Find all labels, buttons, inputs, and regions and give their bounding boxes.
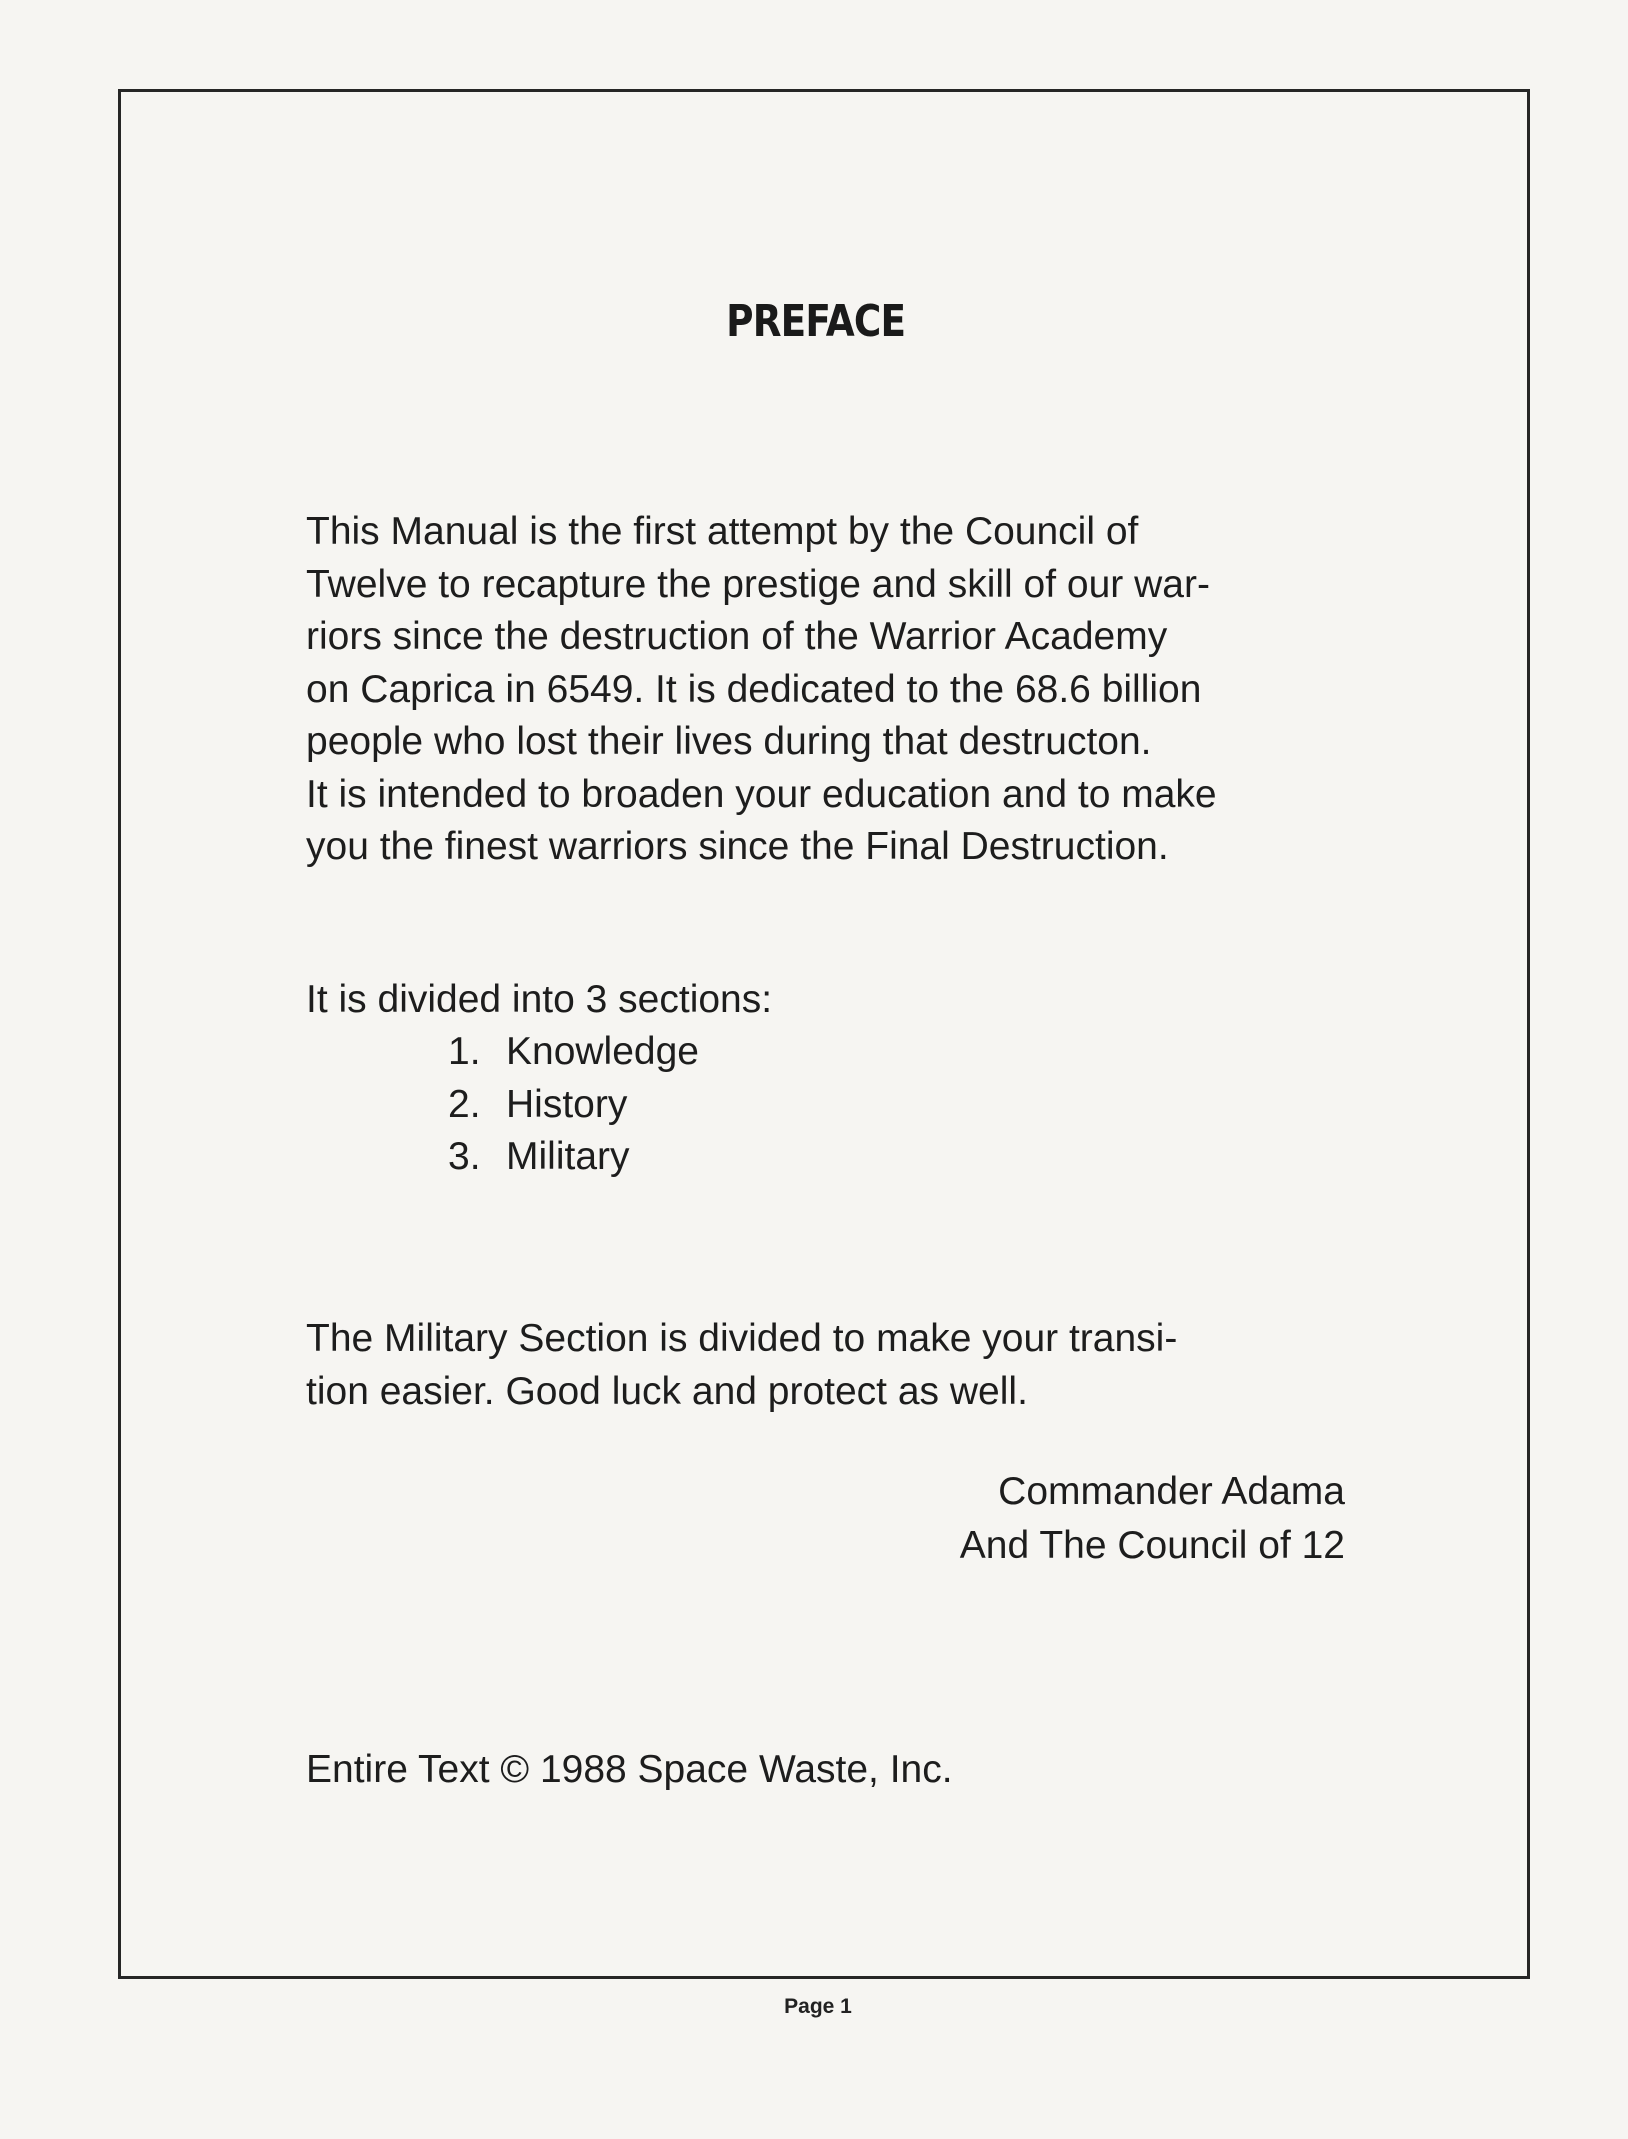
sections-list — [448, 1026, 699, 1184]
copyright-notice: Entire Text © 1988 Space Waste, Inc. — [306, 1748, 953, 1791]
signature-name: Commander Adama — [998, 1470, 1345, 1513]
list-item-label: Military — [506, 1135, 630, 1178]
intro-line: on Caprica in 6549. It is dedicated to the 68.6 billion — [306, 667, 1202, 711]
signature-affiliation: And The Council of 12 — [959, 1524, 1345, 1567]
sections-intro: It is divided into 3 sections: — [306, 978, 773, 1021]
page-number: Page 1 — [784, 1995, 852, 2018]
intro-line: This Manual is the first attempt by the Council of — [306, 510, 1139, 553]
list-item-number: 3. — [448, 1135, 481, 1178]
list-item-number: 1. — [448, 1030, 481, 1073]
signature-block — [960, 1465, 1345, 1573]
list-item-number: 2. — [448, 1082, 481, 1126]
page-title: PREFACE — [726, 296, 906, 347]
closing-line: The Military Section is divided to make your transi- — [306, 1317, 1178, 1360]
intro-paragraph — [306, 506, 1217, 874]
page-border-frame — [118, 89, 1530, 1979]
intro-line: Twelve to recapture the prestige and skill of our war- — [306, 562, 1210, 606]
intro-line: riors since the destruction of the Warrior Academy — [306, 615, 1168, 658]
list-item — [448, 1131, 699, 1184]
intro-line: you the finest warriors since the Final Destruction. — [306, 825, 1169, 868]
list-item — [448, 1026, 699, 1079]
closing-paragraph — [306, 1313, 1177, 1418]
intro-line: It is intended to broaden your education and to make — [306, 772, 1217, 816]
list-item-label: History — [506, 1082, 628, 1126]
intro-line: people who lost their lives during that destructon. — [306, 720, 1152, 763]
list-item — [448, 1079, 699, 1132]
list-item-label: Knowledge — [506, 1030, 699, 1073]
closing-line: tion easier. Good luck and protect as well. — [306, 1369, 1028, 1413]
